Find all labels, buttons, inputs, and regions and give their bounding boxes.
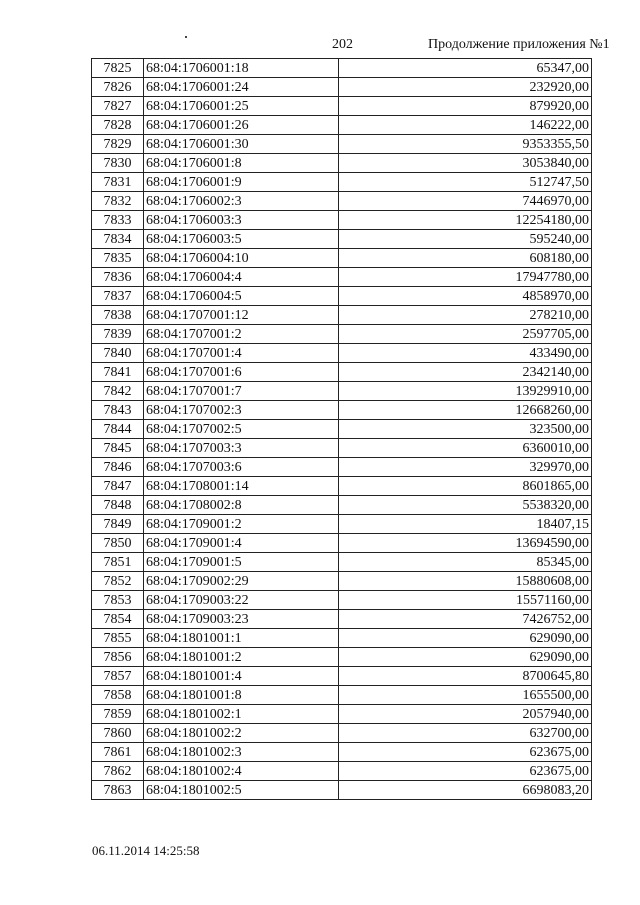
cadastral-number-cell: 68:04:1706001:24	[144, 78, 339, 97]
table-row	[92, 781, 592, 800]
cadastral-value-cell: 329970,00	[339, 458, 592, 477]
cadastral-number-cell: 68:04:1801001:2	[144, 648, 339, 667]
cadastral-number-cell: 68:04:1707001:2	[144, 325, 339, 344]
row-number-cell: 7832	[92, 192, 144, 211]
table-row	[92, 287, 592, 306]
row-number-cell: 7856	[92, 648, 144, 667]
table-row	[92, 705, 592, 724]
cadastral-value-cell: 879920,00	[339, 97, 592, 116]
row-number-cell: 7834	[92, 230, 144, 249]
table-row	[92, 344, 592, 363]
row-number-cell: 7852	[92, 572, 144, 591]
table-row	[92, 496, 592, 515]
cadastral-number-cell: 68:04:1707001:12	[144, 306, 339, 325]
row-number-cell: 7828	[92, 116, 144, 135]
cadastral-value-cell: 13929910,00	[339, 382, 592, 401]
table-row	[92, 230, 592, 249]
cadastral-value-cell: 623675,00	[339, 762, 592, 781]
cadastral-number-cell: 68:04:1709003:22	[144, 591, 339, 610]
cadastral-value-cell: 232920,00	[339, 78, 592, 97]
cadastral-value-cell: 5538320,00	[339, 496, 592, 515]
table-row	[92, 458, 592, 477]
table-row	[92, 249, 592, 268]
cadastral-number-cell: 68:04:1709003:23	[144, 610, 339, 629]
cadastral-number-cell: 68:04:1801002:1	[144, 705, 339, 724]
cadastral-number-cell: 68:04:1706001:9	[144, 173, 339, 192]
row-number-cell: 7861	[92, 743, 144, 762]
table-row	[92, 648, 592, 667]
table-row	[92, 59, 592, 78]
cadastral-value-cell: 512747,50	[339, 173, 592, 192]
row-number-cell: 7857	[92, 667, 144, 686]
table-row	[92, 306, 592, 325]
row-number-cell: 7841	[92, 363, 144, 382]
cadastral-value-cell: 7426752,00	[339, 610, 592, 629]
cadastral-number-cell: 68:04:1709001:2	[144, 515, 339, 534]
row-number-cell: 7835	[92, 249, 144, 268]
cadastral-value-table	[91, 58, 592, 800]
cadastral-number-cell: 68:04:1801001:4	[144, 667, 339, 686]
table-row	[92, 534, 592, 553]
cadastral-value-cell: 608180,00	[339, 249, 592, 268]
table-row	[92, 135, 592, 154]
cadastral-number-cell: 68:04:1801001:1	[144, 629, 339, 648]
cadastral-value-cell: 8700645,80	[339, 667, 592, 686]
row-number-cell: 7858	[92, 686, 144, 705]
table-row	[92, 629, 592, 648]
cadastral-number-cell: 68:04:1706002:3	[144, 192, 339, 211]
cadastral-value-cell: 85345,00	[339, 553, 592, 572]
cadastral-number-cell: 68:04:1801002:5	[144, 781, 339, 800]
cadastral-number-cell: 68:04:1706004:10	[144, 249, 339, 268]
cadastral-number-cell: 68:04:1706003:3	[144, 211, 339, 230]
cadastral-number-cell: 68:04:1708001:14	[144, 477, 339, 496]
cadastral-number-cell: 68:04:1706001:26	[144, 116, 339, 135]
row-number-cell: 7842	[92, 382, 144, 401]
cadastral-value-cell: 8601865,00	[339, 477, 592, 496]
footer-timestamp: 06.11.2014 14:25:58	[92, 843, 200, 858]
cadastral-number-cell: 68:04:1706001:30	[144, 135, 339, 154]
cadastral-number-cell: 68:04:1801002:4	[144, 762, 339, 781]
cadastral-number-cell: 68:04:1709001:4	[144, 534, 339, 553]
row-number-cell: 7847	[92, 477, 144, 496]
cadastral-number-cell: 68:04:1707001:4	[144, 344, 339, 363]
row-number-cell: 7859	[92, 705, 144, 724]
page-number: 202	[332, 37, 353, 52]
table-row	[92, 116, 592, 135]
cadastral-value-cell: 629090,00	[339, 629, 592, 648]
cadastral-value-cell: 6698083,20	[339, 781, 592, 800]
table-row	[92, 173, 592, 192]
cadastral-number-cell: 68:04:1706001:8	[144, 154, 339, 173]
cadastral-number-cell: 68:04:1707001:7	[144, 382, 339, 401]
table-row	[92, 401, 592, 420]
cadastral-value-cell: 629090,00	[339, 648, 592, 667]
row-number-cell: 7846	[92, 458, 144, 477]
cadastral-number-cell: 68:04:1707002:3	[144, 401, 339, 420]
table-row	[92, 515, 592, 534]
cadastral-value-cell: 1655500,00	[339, 686, 592, 705]
table-row	[92, 268, 592, 287]
cadastral-value-cell: 2597705,00	[339, 325, 592, 344]
row-number-cell: 7848	[92, 496, 144, 515]
table-row	[92, 743, 592, 762]
row-number-cell: 7839	[92, 325, 144, 344]
cadastral-value-cell: 13694590,00	[339, 534, 592, 553]
cadastral-value-cell: 9353355,50	[339, 135, 592, 154]
row-number-cell: 7850	[92, 534, 144, 553]
row-number-cell: 7825	[92, 59, 144, 78]
table-row	[92, 97, 592, 116]
cadastral-value-cell: 623675,00	[339, 743, 592, 762]
cadastral-number-cell: 68:04:1708002:8	[144, 496, 339, 515]
row-number-cell: 7837	[92, 287, 144, 306]
row-number-cell: 7849	[92, 515, 144, 534]
cadastral-number-cell: 68:04:1706003:5	[144, 230, 339, 249]
cadastral-value-cell: 595240,00	[339, 230, 592, 249]
table-row	[92, 78, 592, 97]
table-row	[92, 762, 592, 781]
cadastral-number-cell: 68:04:1801002:3	[144, 743, 339, 762]
cadastral-value-cell: 2057940,00	[339, 705, 592, 724]
cadastral-number-cell: 68:04:1801002:2	[144, 724, 339, 743]
row-number-cell: 7830	[92, 154, 144, 173]
table-row	[92, 553, 592, 572]
cadastral-value-cell: 433490,00	[339, 344, 592, 363]
row-number-cell: 7827	[92, 97, 144, 116]
cadastral-number-cell: 68:04:1706001:25	[144, 97, 339, 116]
row-number-cell: 7836	[92, 268, 144, 287]
cadastral-value-cell: 15571160,00	[339, 591, 592, 610]
cadastral-value-cell: 632700,00	[339, 724, 592, 743]
row-number-cell: 7853	[92, 591, 144, 610]
row-number-cell: 7855	[92, 629, 144, 648]
cadastral-value-cell: 12254180,00	[339, 211, 592, 230]
cadastral-number-cell: 68:04:1706001:18	[144, 59, 339, 78]
table-row	[92, 724, 592, 743]
table-row	[92, 420, 592, 439]
cadastral-value-cell: 17947780,00	[339, 268, 592, 287]
table-row	[92, 363, 592, 382]
appendix-note: Продолжение приложения №1	[428, 37, 610, 52]
cadastral-value-cell: 4858970,00	[339, 287, 592, 306]
row-number-cell: 7838	[92, 306, 144, 325]
cadastral-number-cell: 68:04:1707002:5	[144, 420, 339, 439]
cadastral-value-cell: 323500,00	[339, 420, 592, 439]
row-number-cell: 7863	[92, 781, 144, 800]
table-row	[92, 686, 592, 705]
row-number-cell: 7840	[92, 344, 144, 363]
header-dot	[185, 36, 187, 38]
table-row	[92, 192, 592, 211]
row-number-cell: 7843	[92, 401, 144, 420]
cadastral-value-cell: 146222,00	[339, 116, 592, 135]
cadastral-value-cell: 7446970,00	[339, 192, 592, 211]
table-row	[92, 211, 592, 230]
cadastral-value-cell: 2342140,00	[339, 363, 592, 382]
table-row	[92, 667, 592, 686]
table-row	[92, 572, 592, 591]
row-number-cell: 7845	[92, 439, 144, 458]
table-row	[92, 325, 592, 344]
cadastral-number-cell: 68:04:1707003:6	[144, 458, 339, 477]
row-number-cell: 7833	[92, 211, 144, 230]
table-body	[92, 59, 592, 800]
row-number-cell: 7862	[92, 762, 144, 781]
cadastral-value-cell: 3053840,00	[339, 154, 592, 173]
row-number-cell: 7854	[92, 610, 144, 629]
cadastral-number-cell: 68:04:1709002:29	[144, 572, 339, 591]
row-number-cell: 7826	[92, 78, 144, 97]
table-row	[92, 610, 592, 629]
cadastral-number-cell: 68:04:1706004:5	[144, 287, 339, 306]
cadastral-number-cell: 68:04:1709001:5	[144, 553, 339, 572]
cadastral-value-cell: 12668260,00	[339, 401, 592, 420]
row-number-cell: 7829	[92, 135, 144, 154]
cadastral-value-cell: 65347,00	[339, 59, 592, 78]
table-row	[92, 154, 592, 173]
row-number-cell: 7844	[92, 420, 144, 439]
cadastral-value-cell: 278210,00	[339, 306, 592, 325]
cadastral-value-cell: 6360010,00	[339, 439, 592, 458]
table-row	[92, 591, 592, 610]
row-number-cell: 7860	[92, 724, 144, 743]
cadastral-number-cell: 68:04:1707001:6	[144, 363, 339, 382]
cadastral-number-cell: 68:04:1707003:3	[144, 439, 339, 458]
row-number-cell: 7851	[92, 553, 144, 572]
cadastral-value-cell: 18407,15	[339, 515, 592, 534]
row-number-cell: 7831	[92, 173, 144, 192]
cadastral-number-cell: 68:04:1706004:4	[144, 268, 339, 287]
table-row	[92, 477, 592, 496]
table-row	[92, 382, 592, 401]
cadastral-number-cell: 68:04:1801001:8	[144, 686, 339, 705]
table-row	[92, 439, 592, 458]
cadastral-value-cell: 15880608,00	[339, 572, 592, 591]
